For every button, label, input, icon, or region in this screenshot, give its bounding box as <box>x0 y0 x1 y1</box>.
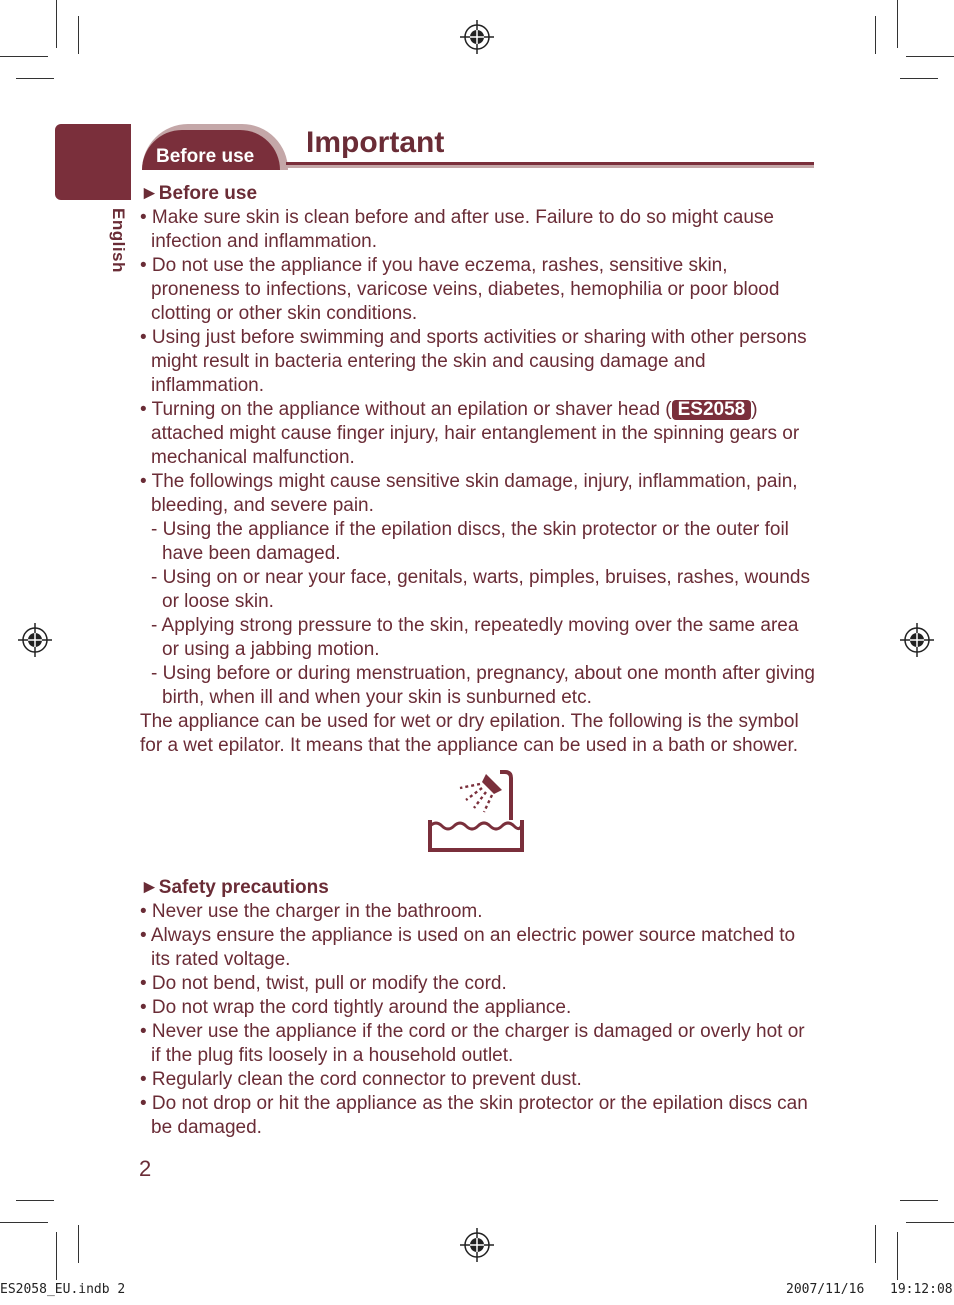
footer-file: ES2058_EU.indb 2 <box>0 1282 126 1297</box>
registration-mark-icon <box>18 623 52 657</box>
safety-heading: ►Safety precautions <box>140 877 329 898</box>
list-item: • Do not drop or hit the appliance as the skin protector or the epilation discs can be damaged. <box>140 1093 808 1138</box>
title-rule-light <box>286 165 814 168</box>
list-item: • Do not bend, twist, pull or modify the cord. <box>140 973 507 994</box>
shower-bath-icon <box>426 770 526 854</box>
crop-mark <box>897 0 898 48</box>
main-content <box>140 182 818 1140</box>
list-item <box>140 398 818 470</box>
list-item-text: ) attached might cause finger injury, hair entanglement in the spinning gears or mechanical malfunction. <box>151 399 800 468</box>
crop-mark <box>875 16 876 54</box>
list-item: • Never use the charger in the bathroom. <box>140 901 483 922</box>
list-item: • The followings might cause sensitive skin damage, injury, inflammation, pain, bleeding, and severe pain. <box>140 471 798 516</box>
symbol-area <box>140 758 818 876</box>
crop-mark <box>56 1232 57 1280</box>
side-tab <box>55 124 131 200</box>
crop-mark <box>875 1225 876 1263</box>
sub-list-item: - Using before or during menstruation, pregnancy, about one month after giving birth, when ill and when your skin is sunburned etc. <box>151 663 815 708</box>
sub-list-item: - Using on or near your face, genitals, warts, pimples, bruises, rashes, wounds or loose skin. <box>151 567 810 612</box>
registration-mark-icon <box>460 1228 494 1262</box>
list-item-text: • Turning on the appliance without an epilation or shaver head ( <box>140 399 672 420</box>
crop-mark <box>906 1222 954 1223</box>
list-item: • Using just before swimming and sports activities or sharing with other persons might result in bacteria entering the skin and causing damage and inflammation. <box>140 327 807 396</box>
page-number: 2 <box>139 1156 152 1181</box>
language-label: English <box>109 208 128 273</box>
model-badge: ES2058 <box>672 400 752 420</box>
footer-time: 19:12:08 <box>890 1282 953 1297</box>
before-use-heading: ►Before use <box>140 183 258 204</box>
list-item: • Regularly clean the cord connector to prevent dust. <box>140 1069 582 1090</box>
sub-list-item: - Applying strong pressure to the skin, repeatedly moving over the same area or using a jabbing motion. <box>151 615 799 660</box>
crop-mark <box>78 1225 79 1263</box>
crop-mark <box>900 1200 938 1201</box>
crop-mark <box>897 1232 898 1280</box>
sub-list-item: - Using the appliance if the epilation discs, the skin protector or the outer foil have been damaged. <box>151 519 789 564</box>
footer-date: 2007/11/16 <box>786 1282 865 1297</box>
crop-mark <box>56 0 57 48</box>
crop-mark <box>16 78 54 79</box>
crop-mark <box>906 56 954 57</box>
list-item: • Do not use the appliance if you have eczema, rashes, sensitive skin, proneness to infections, varicose veins, diabetes, hemophilia or poor blood clotting or other skin conditions. <box>140 255 780 324</box>
section-tab-label: Before use <box>156 146 255 167</box>
list-item: • Make sure skin is clean before and after use. Failure to do so might cause infection and inflammation. <box>140 207 774 252</box>
registration-mark-icon <box>900 623 934 657</box>
crop-mark <box>0 1222 48 1223</box>
registration-mark-icon <box>460 20 494 54</box>
page-title: Important <box>306 126 445 159</box>
list-item: • Always ensure the appliance is used on an electric power source matched to its rated voltage. <box>140 925 796 970</box>
crop-mark <box>900 78 938 79</box>
wet-use-paragraph: The appliance can be used for wet or dry epilation. The following is the symbol for a wet epilator. It means that the appliance can be used in a bath or shower. <box>140 711 799 756</box>
crop-mark <box>0 56 48 57</box>
list-item: • Never use the appliance if the cord or the charger is damaged or overly hot or if the plug fits loosely in a household outlet. <box>140 1021 805 1066</box>
crop-mark <box>78 16 79 54</box>
list-item: • Do not wrap the cord tightly around the appliance. <box>140 997 572 1018</box>
crop-mark <box>16 1200 54 1201</box>
